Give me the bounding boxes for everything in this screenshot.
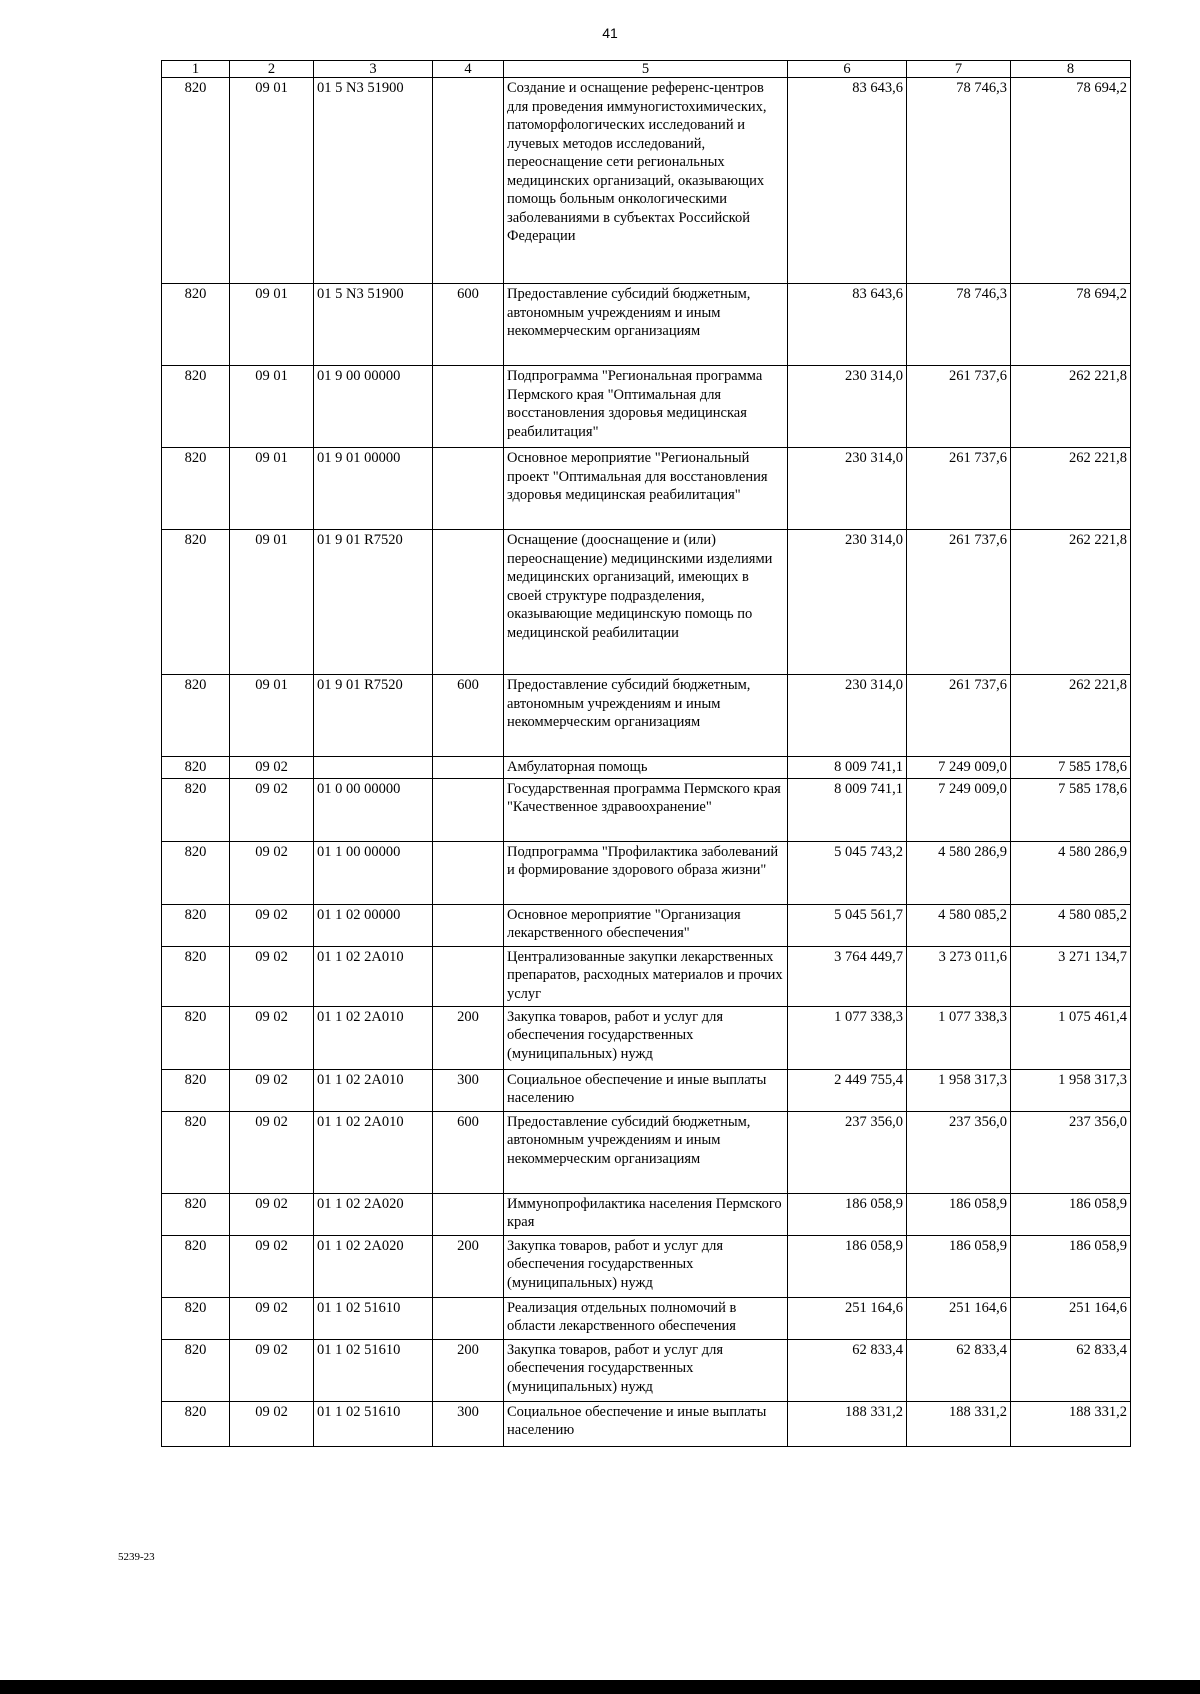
- cell-amount-year3: 3 271 134,7: [1011, 946, 1131, 1006]
- cell-admin-code: 820: [162, 530, 230, 675]
- cell-expense-type: 300: [433, 1069, 504, 1111]
- cell-section-code: 09 02: [230, 1193, 314, 1235]
- cell-section-code: 09 02: [230, 757, 314, 779]
- cell-amount-year3: 4 580 286,9: [1011, 841, 1131, 904]
- cell-amount-year2: 7 249 009,0: [907, 757, 1011, 779]
- cell-amount-year1: 5 045 743,2: [788, 841, 907, 904]
- table-row: [162, 530, 1131, 675]
- cell-description: Предоставление субсидий бюджетным, автономным учреждениям и иным некоммерческим организациям: [504, 675, 788, 757]
- cell-amount-year1: 186 058,9: [788, 1193, 907, 1235]
- cell-amount-year2: 188 331,2: [907, 1401, 1011, 1446]
- cell-section-code: 09 02: [230, 778, 314, 841]
- cell-description: Закупка товаров, работ и услуг для обеспечения государственных (муниципальных) нужд: [504, 1339, 788, 1401]
- budget-table: [161, 60, 1131, 1447]
- cell-amount-year1: 230 314,0: [788, 366, 907, 448]
- cell-description: Создание и оснащение референс-центров для проведения иммуногистохимических, патоморфологических исследований и лучевых методов исследований, переоснащение сети региональных медицинских организаций, оказывающих помощь больным онкологическими заболеваниями в субъектах Российской Федерации: [504, 78, 788, 284]
- cell-amount-year2: 186 058,9: [907, 1235, 1011, 1297]
- cell-description: Закупка товаров, работ и услуг для обеспечения государственных (муниципальных) нужд: [504, 1235, 788, 1297]
- cell-target-item: 01 1 02 2A010: [314, 1069, 433, 1111]
- table-row: [162, 1069, 1131, 1111]
- cell-amount-year3: 237 356,0: [1011, 1111, 1131, 1193]
- table-row: [162, 1235, 1131, 1297]
- cell-section-code: 09 02: [230, 1006, 314, 1069]
- cell-amount-year3: 188 331,2: [1011, 1401, 1131, 1446]
- cell-expense-type: 200: [433, 1235, 504, 1297]
- cell-amount-year3: 78 694,2: [1011, 284, 1131, 366]
- cell-amount-year3: 186 058,9: [1011, 1193, 1131, 1235]
- cell-amount-year1: 5 045 561,7: [788, 904, 907, 946]
- cell-section-code: 09 01: [230, 675, 314, 757]
- cell-target-item: 01 1 02 2A020: [314, 1193, 433, 1235]
- cell-admin-code: 820: [162, 284, 230, 366]
- cell-expense-type: [433, 366, 504, 448]
- cell-amount-year1: 186 058,9: [788, 1235, 907, 1297]
- cell-amount-year1: 2 449 755,4: [788, 1069, 907, 1111]
- table-row: [162, 904, 1131, 946]
- cell-description: Подпрограмма "Профилактика заболеваний и формирование здорового образа жизни": [504, 841, 788, 904]
- cell-amount-year1: 230 314,0: [788, 448, 907, 530]
- cell-amount-year1: 83 643,6: [788, 78, 907, 284]
- cell-amount-year1: 237 356,0: [788, 1111, 907, 1193]
- cell-expense-type: [433, 1297, 504, 1339]
- page-number: 41: [602, 25, 618, 41]
- cell-amount-year2: 4 580 085,2: [907, 904, 1011, 946]
- cell-amount-year2: 261 737,6: [907, 530, 1011, 675]
- cell-admin-code: 820: [162, 904, 230, 946]
- cell-admin-code: 820: [162, 1193, 230, 1235]
- cell-admin-code: 820: [162, 448, 230, 530]
- cell-target-item: 01 9 00 00000: [314, 366, 433, 448]
- table-row: [162, 1297, 1131, 1339]
- header-cell: 1: [162, 61, 230, 78]
- cell-expense-type: 200: [433, 1339, 504, 1401]
- cell-amount-year1: 62 833,4: [788, 1339, 907, 1401]
- cell-amount-year1: 8 009 741,1: [788, 778, 907, 841]
- cell-amount-year2: 261 737,6: [907, 448, 1011, 530]
- cell-amount-year2: 261 737,6: [907, 366, 1011, 448]
- cell-expense-type: [433, 530, 504, 675]
- cell-description: Амбулаторная помощь: [504, 757, 788, 779]
- cell-amount-year1: 230 314,0: [788, 530, 907, 675]
- cell-description: Предоставление субсидий бюджетным, автономным учреждениям и иным некоммерческим организациям: [504, 1111, 788, 1193]
- cell-amount-year2: 78 746,3: [907, 284, 1011, 366]
- cell-description: Иммунопрофилактика населения Пермского края: [504, 1193, 788, 1235]
- cell-amount-year3: 262 221,8: [1011, 675, 1131, 757]
- cell-amount-year2: 1 077 338,3: [907, 1006, 1011, 1069]
- cell-section-code: 09 02: [230, 1111, 314, 1193]
- cell-target-item: 01 1 00 00000: [314, 841, 433, 904]
- cell-description: Государственная программа Пермского края "Качественное здравоохранение": [504, 778, 788, 841]
- header-cell: 3: [314, 61, 433, 78]
- table-row: [162, 675, 1131, 757]
- cell-expense-type: 600: [433, 284, 504, 366]
- cell-expense-type: [433, 841, 504, 904]
- table-row: [162, 448, 1131, 530]
- cell-amount-year2: 1 958 317,3: [907, 1069, 1011, 1111]
- table-row: [162, 1006, 1131, 1069]
- cell-section-code: 09 02: [230, 1339, 314, 1401]
- cell-section-code: 09 02: [230, 1401, 314, 1446]
- cell-amount-year3: 1 075 461,4: [1011, 1006, 1131, 1069]
- cell-description: Основное мероприятие "Региональный проект "Оптимальная для восстановления здоровья медицинская реабилитация": [504, 448, 788, 530]
- cell-amount-year2: 251 164,6: [907, 1297, 1011, 1339]
- cell-description: Оснащение (дооснащение и (или) переоснащение) медицинскими изделиями медицинских организаций, имеющих в своей структуре подразделения, оказывающие медицинскую помощь по медицинской реабилитации: [504, 530, 788, 675]
- cell-amount-year3: 4 580 085,2: [1011, 904, 1131, 946]
- header-cell: 8: [1011, 61, 1131, 78]
- cell-target-item: 01 5 N3 51900: [314, 78, 433, 284]
- cell-amount-year3: 7 585 178,6: [1011, 778, 1131, 841]
- cell-target-item: 01 1 02 2A020: [314, 1235, 433, 1297]
- cell-section-code: 09 01: [230, 366, 314, 448]
- cell-description: Реализация отдельных полномочий в области лекарственного обеспечения: [504, 1297, 788, 1339]
- header-row: [162, 61, 1131, 78]
- header-cell: 5: [504, 61, 788, 78]
- cell-section-code: 09 02: [230, 1235, 314, 1297]
- cell-target-item: 01 1 02 51610: [314, 1297, 433, 1339]
- cell-section-code: 09 02: [230, 946, 314, 1006]
- cell-target-item: 01 0 00 00000: [314, 778, 433, 841]
- table-row: [162, 1193, 1131, 1235]
- cell-expense-type: [433, 757, 504, 779]
- cell-description: Социальное обеспечение и иные выплаты населению: [504, 1069, 788, 1111]
- cell-amount-year2: 186 058,9: [907, 1193, 1011, 1235]
- cell-admin-code: 820: [162, 1006, 230, 1069]
- cell-expense-type: [433, 778, 504, 841]
- cell-description: Подпрограмма "Региональная программа Пермского края "Оптимальная для восстановления здоровья медицинская реабилитация": [504, 366, 788, 448]
- document-code: 5239-23: [118, 1551, 155, 1563]
- cell-target-item: 01 1 02 51610: [314, 1401, 433, 1446]
- table-row: [162, 1339, 1131, 1401]
- header-cell: 2: [230, 61, 314, 78]
- cell-amount-year2: 62 833,4: [907, 1339, 1011, 1401]
- cell-target-item: 01 1 02 51610: [314, 1339, 433, 1401]
- table-row: [162, 1111, 1131, 1193]
- header-cell: 4: [433, 61, 504, 78]
- cell-target-item: 01 9 01 R7520: [314, 530, 433, 675]
- cell-expense-type: 300: [433, 1401, 504, 1446]
- cell-admin-code: 820: [162, 366, 230, 448]
- cell-section-code: 09 02: [230, 1069, 314, 1111]
- cell-admin-code: 820: [162, 946, 230, 1006]
- cell-amount-year1: 188 331,2: [788, 1401, 907, 1446]
- cell-amount-year1: 8 009 741,1: [788, 757, 907, 779]
- cell-amount-year2: 3 273 011,6: [907, 946, 1011, 1006]
- cell-amount-year2: 237 356,0: [907, 1111, 1011, 1193]
- cell-amount-year2: 7 249 009,0: [907, 778, 1011, 841]
- cell-section-code: 09 01: [230, 448, 314, 530]
- cell-section-code: 09 02: [230, 1297, 314, 1339]
- cell-target-item: 01 1 02 00000: [314, 904, 433, 946]
- cell-expense-type: 600: [433, 675, 504, 757]
- table-row: [162, 78, 1131, 284]
- table-row: [162, 757, 1131, 779]
- cell-expense-type: 600: [433, 1111, 504, 1193]
- cell-target-item: 01 9 01 00000: [314, 448, 433, 530]
- cell-expense-type: [433, 946, 504, 1006]
- cell-amount-year3: 262 221,8: [1011, 530, 1131, 675]
- cell-target-item: 01 1 02 2A010: [314, 1006, 433, 1069]
- cell-amount-year3: 1 958 317,3: [1011, 1069, 1131, 1111]
- cell-amount-year1: 230 314,0: [788, 675, 907, 757]
- cell-amount-year3: 251 164,6: [1011, 1297, 1131, 1339]
- cell-amount-year1: 3 764 449,7: [788, 946, 907, 1006]
- cell-target-item: 01 1 02 2A010: [314, 1111, 433, 1193]
- cell-description: Предоставление субсидий бюджетным, автономным учреждениям и иным некоммерческим организациям: [504, 284, 788, 366]
- cell-expense-type: [433, 78, 504, 284]
- cell-section-code: 09 02: [230, 841, 314, 904]
- cell-amount-year2: 4 580 286,9: [907, 841, 1011, 904]
- cell-description: Централизованные закупки лекарственных препаратов, расходных материалов и прочих услуг: [504, 946, 788, 1006]
- table-row: [162, 841, 1131, 904]
- cell-admin-code: 820: [162, 1069, 230, 1111]
- cell-amount-year3: 262 221,8: [1011, 366, 1131, 448]
- cell-admin-code: 820: [162, 757, 230, 779]
- cell-amount-year1: 251 164,6: [788, 1297, 907, 1339]
- table-row: [162, 366, 1131, 448]
- cell-target-item: 01 1 02 2A010: [314, 946, 433, 1006]
- cell-expense-type: [433, 904, 504, 946]
- cell-expense-type: 200: [433, 1006, 504, 1069]
- cell-amount-year3: 7 585 178,6: [1011, 757, 1131, 779]
- cell-amount-year1: 1 077 338,3: [788, 1006, 907, 1069]
- cell-expense-type: [433, 448, 504, 530]
- cell-target-item: 01 9 01 R7520: [314, 675, 433, 757]
- table-row: [162, 1401, 1131, 1446]
- header-cell: 6: [788, 61, 907, 78]
- cell-section-code: 09 01: [230, 530, 314, 675]
- cell-expense-type: [433, 1193, 504, 1235]
- cell-amount-year3: 262 221,8: [1011, 448, 1131, 530]
- cell-amount-year3: 78 694,2: [1011, 78, 1131, 284]
- table-row: [162, 946, 1131, 1006]
- cell-amount-year3: 62 833,4: [1011, 1339, 1131, 1401]
- cell-amount-year2: 261 737,6: [907, 675, 1011, 757]
- cell-target-item: [314, 757, 433, 779]
- table-row: [162, 284, 1131, 366]
- cell-description: Закупка товаров, работ и услуг для обеспечения государственных (муниципальных) нужд: [504, 1006, 788, 1069]
- cell-description: Социальное обеспечение и иные выплаты населению: [504, 1401, 788, 1446]
- cell-admin-code: 820: [162, 778, 230, 841]
- cell-admin-code: 820: [162, 841, 230, 904]
- cell-admin-code: 820: [162, 1401, 230, 1446]
- cell-section-code: 09 02: [230, 904, 314, 946]
- cell-admin-code: 820: [162, 1111, 230, 1193]
- cell-amount-year1: 83 643,6: [788, 284, 907, 366]
- cell-admin-code: 820: [162, 1235, 230, 1297]
- cell-section-code: 09 01: [230, 284, 314, 366]
- header-cell: 7: [907, 61, 1011, 78]
- cell-admin-code: 820: [162, 675, 230, 757]
- cell-admin-code: 820: [162, 1339, 230, 1401]
- cell-admin-code: 820: [162, 78, 230, 284]
- cell-description: Основное мероприятие "Организация лекарственного обеспечения": [504, 904, 788, 946]
- cell-admin-code: 820: [162, 1297, 230, 1339]
- cell-target-item: 01 5 N3 51900: [314, 284, 433, 366]
- table-row: [162, 778, 1131, 841]
- cell-section-code: 09 01: [230, 78, 314, 284]
- cell-amount-year2: 78 746,3: [907, 78, 1011, 284]
- scan-bottom-edge: [0, 1680, 1200, 1694]
- cell-amount-year3: 186 058,9: [1011, 1235, 1131, 1297]
